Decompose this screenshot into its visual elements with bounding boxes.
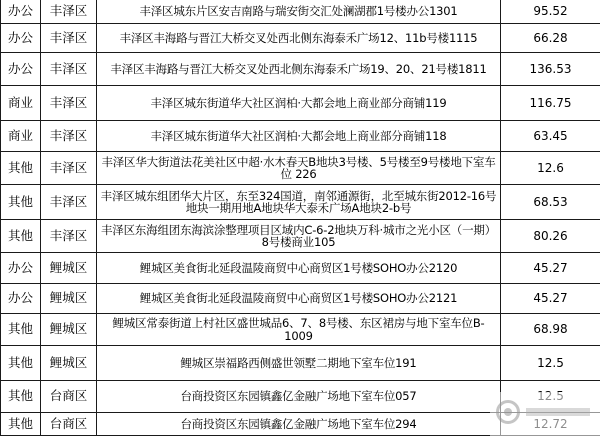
table-row — [1, 220, 600, 253]
type-cell[interactable]: 其他 — [1, 152, 41, 185]
area-cell[interactable]: 66.28 — [501, 24, 600, 53]
watermark-text-bar — [526, 408, 590, 416]
description-cell[interactable]: 鲤城区崇福路西侧盛世领墅二期地下室车位191 — [97, 346, 501, 381]
description-cell[interactable]: 丰泽区城东街道华大社区润柏·大都会地上商业部分商铺119 — [97, 86, 501, 121]
description-cell[interactable]: 鲤城区美食街北延段温陵商贸中心商贸区1号楼SOHO办公2121 — [97, 284, 501, 314]
type-cell[interactable]: 办公 — [1, 284, 41, 314]
area-cell[interactable]: 45.27 — [501, 284, 600, 314]
area-cell[interactable]: 63.45 — [501, 121, 600, 152]
area-cell[interactable]: 68.53 — [501, 185, 600, 220]
type-cell[interactable]: 办公 — [1, 0, 41, 24]
table-row — [1, 346, 600, 381]
district-cell[interactable]: 台商区 — [41, 381, 97, 413]
area-cell[interactable]: 45.27 — [501, 253, 600, 284]
type-cell[interactable]: 商业 — [1, 86, 41, 121]
area-cell[interactable]: 95.52 — [501, 0, 600, 24]
description-cell[interactable]: 丰泽区东海组团东海滨涂整理项目区域内C-6-2地块万科·城市之光小区（一期）8号楼商业105 — [97, 220, 501, 253]
area-cell[interactable]: 80.26 — [501, 220, 600, 253]
district-cell[interactable]: 丰泽区 — [41, 53, 97, 86]
area-cell[interactable]: 116.75 — [501, 86, 600, 121]
district-cell[interactable]: 丰泽区 — [41, 152, 97, 185]
area-cell[interactable]: 12.6 — [501, 152, 600, 185]
type-cell[interactable]: 其他 — [1, 314, 41, 346]
description-cell[interactable]: 鲤城区美食街北延段温陵商贸中心商贸区1号楼SOHO办公2120 — [97, 253, 501, 284]
table-row — [1, 86, 600, 121]
table-row — [1, 53, 600, 86]
description-cell[interactable]: 丰泽区城东街道华大社区润柏·大都会地上商业部分商铺118 — [97, 121, 501, 152]
description-cell[interactable]: 台商投资区东园镇鑫亿金融广场地下室车位057 — [97, 381, 501, 413]
area-cell[interactable]: 68.98 — [501, 314, 600, 346]
table-row — [1, 284, 600, 314]
district-cell[interactable]: 鲤城区 — [41, 253, 97, 284]
description-cell[interactable]: 丰泽区丰海路与晋江大桥交叉处西北侧东海泰禾广场12、11b号楼1115 — [97, 24, 501, 53]
table-body — [1, 0, 600, 436]
type-cell[interactable]: 其他 — [1, 220, 41, 253]
type-cell[interactable]: 其他 — [1, 413, 41, 436]
district-cell[interactable]: 丰泽区 — [41, 24, 97, 53]
description-cell[interactable]: 台商投资区东园镇鑫亿金融广场地下室车位294 — [97, 413, 501, 436]
description-cell[interactable]: 丰泽区华大街道法花美社区中超·水木春天B地块3号楼、5号楼至9号楼地下室车位 226 — [97, 152, 501, 185]
district-cell[interactable]: 丰泽区 — [41, 86, 97, 121]
table-row — [1, 314, 600, 346]
district-cell[interactable]: 鲤城区 — [41, 314, 97, 346]
district-cell[interactable]: 丰泽区 — [41, 121, 97, 152]
table-row — [1, 152, 600, 185]
area-cell[interactable]: 136.53 — [501, 53, 600, 86]
description-cell[interactable]: 丰泽区城东组团华大片区，东至324国道，南邻通源街，北至城东街2012-16号地块一期用地A地块华大泰禾广场A地块2-b号 — [97, 185, 501, 220]
district-cell[interactable]: 丰泽区 — [41, 0, 97, 24]
watermark-dot-icon — [504, 408, 512, 416]
type-cell[interactable]: 其他 — [1, 185, 41, 220]
district-cell[interactable]: 丰泽区 — [41, 220, 97, 253]
description-cell[interactable]: 丰泽区城东片区安吉南路与瑞安街交汇处澜湖郡1号楼办公1301 — [97, 0, 501, 24]
watermark-logo — [490, 392, 600, 437]
area-cell[interactable]: 12.5 — [501, 346, 600, 381]
district-cell[interactable]: 丰泽区 — [41, 185, 97, 220]
type-cell[interactable]: 其他 — [1, 381, 41, 413]
district-cell[interactable]: 台商区 — [41, 413, 97, 436]
type-cell[interactable]: 办公 — [1, 24, 41, 53]
type-cell[interactable]: 商业 — [1, 121, 41, 152]
table-row — [1, 253, 600, 284]
district-cell[interactable]: 鲤城区 — [41, 284, 97, 314]
district-cell[interactable]: 鲤城区 — [41, 346, 97, 381]
description-cell[interactable]: 丰泽区丰海路与晋江大桥交叉处西北侧东海泰禾广场19、20、21号楼1811 — [97, 53, 501, 86]
table-row — [1, 185, 600, 220]
description-cell[interactable]: 鲤城区常泰街道上村社区盛世城品6、7、8号楼、东区裙房与地下室车位B-1009 — [97, 314, 501, 346]
type-cell[interactable]: 办公 — [1, 253, 41, 284]
type-cell[interactable]: 其他 — [1, 346, 41, 381]
table-row — [1, 121, 600, 152]
table-row — [1, 0, 600, 24]
table-row — [1, 24, 600, 53]
type-cell[interactable]: 办公 — [1, 53, 41, 86]
